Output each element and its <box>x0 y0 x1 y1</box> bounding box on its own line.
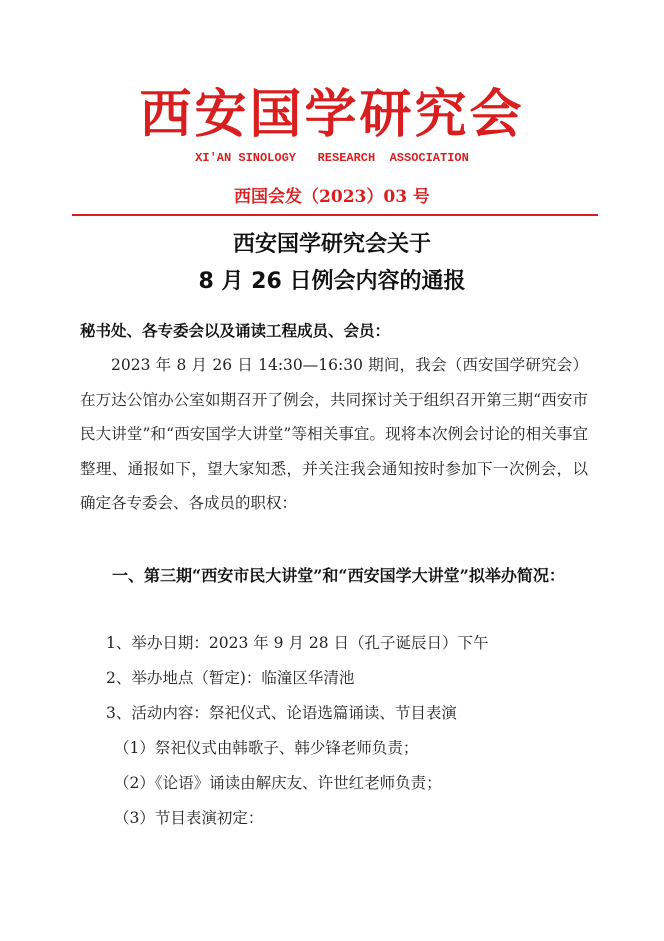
list-item: 3、活动内容：祭祀仪式、论语选篇诵读、节目表演 <box>106 704 457 722</box>
section-heading: 一、第三期“西安市民大讲堂”和“西安国学大讲堂”拟举办简况： <box>112 566 565 585</box>
document-number: 西国会发（2023）03 号 <box>234 187 430 207</box>
org-name-title: 西安国学研究会 <box>139 84 525 145</box>
document-title-line-2: 8 月 26 日例会内容的通报 <box>198 269 466 294</box>
org-name-english: XI'AN SINOLOGY RESEARCH ASSOCIATION <box>195 151 469 165</box>
sub-list-item: （3）节目表演初定： <box>114 809 264 827</box>
list-item: 1、举办日期：2023 年 9 月 28 日（孔子诞辰日）下午 <box>106 634 489 652</box>
header-divider <box>72 214 598 216</box>
intro-paragraph: 2023 年 8 月 26 日 14:30—16:30 期间，我会（西安国学研究会）在万达公馆办公室如期召开了例会，共同探讨关于组织召开第三期“西安市民大讲堂”和“西安国学大讲堂”等相关事宜。现将本次例会讨论的相关事宜整理、通报如下，望大家知悉，并关注我会通知按时参加下一次例会，以确定各专委会、各成员的职权： <box>80 356 588 512</box>
sub-list-item: （1）祭祀仪式由韩歌子、韩少锋老师负责； <box>114 739 419 757</box>
sub-list-item: （2）《论语》诵读由解庆友、许世红老师负责； <box>114 774 442 792</box>
document-title-line-1: 西安国学研究会关于 <box>232 232 431 257</box>
salutation: 秘书处、各专委会以及诵读工程成员、会员： <box>80 321 391 340</box>
list-item: 2、举办地点（暂定)：临潼区华清池 <box>106 669 355 687</box>
